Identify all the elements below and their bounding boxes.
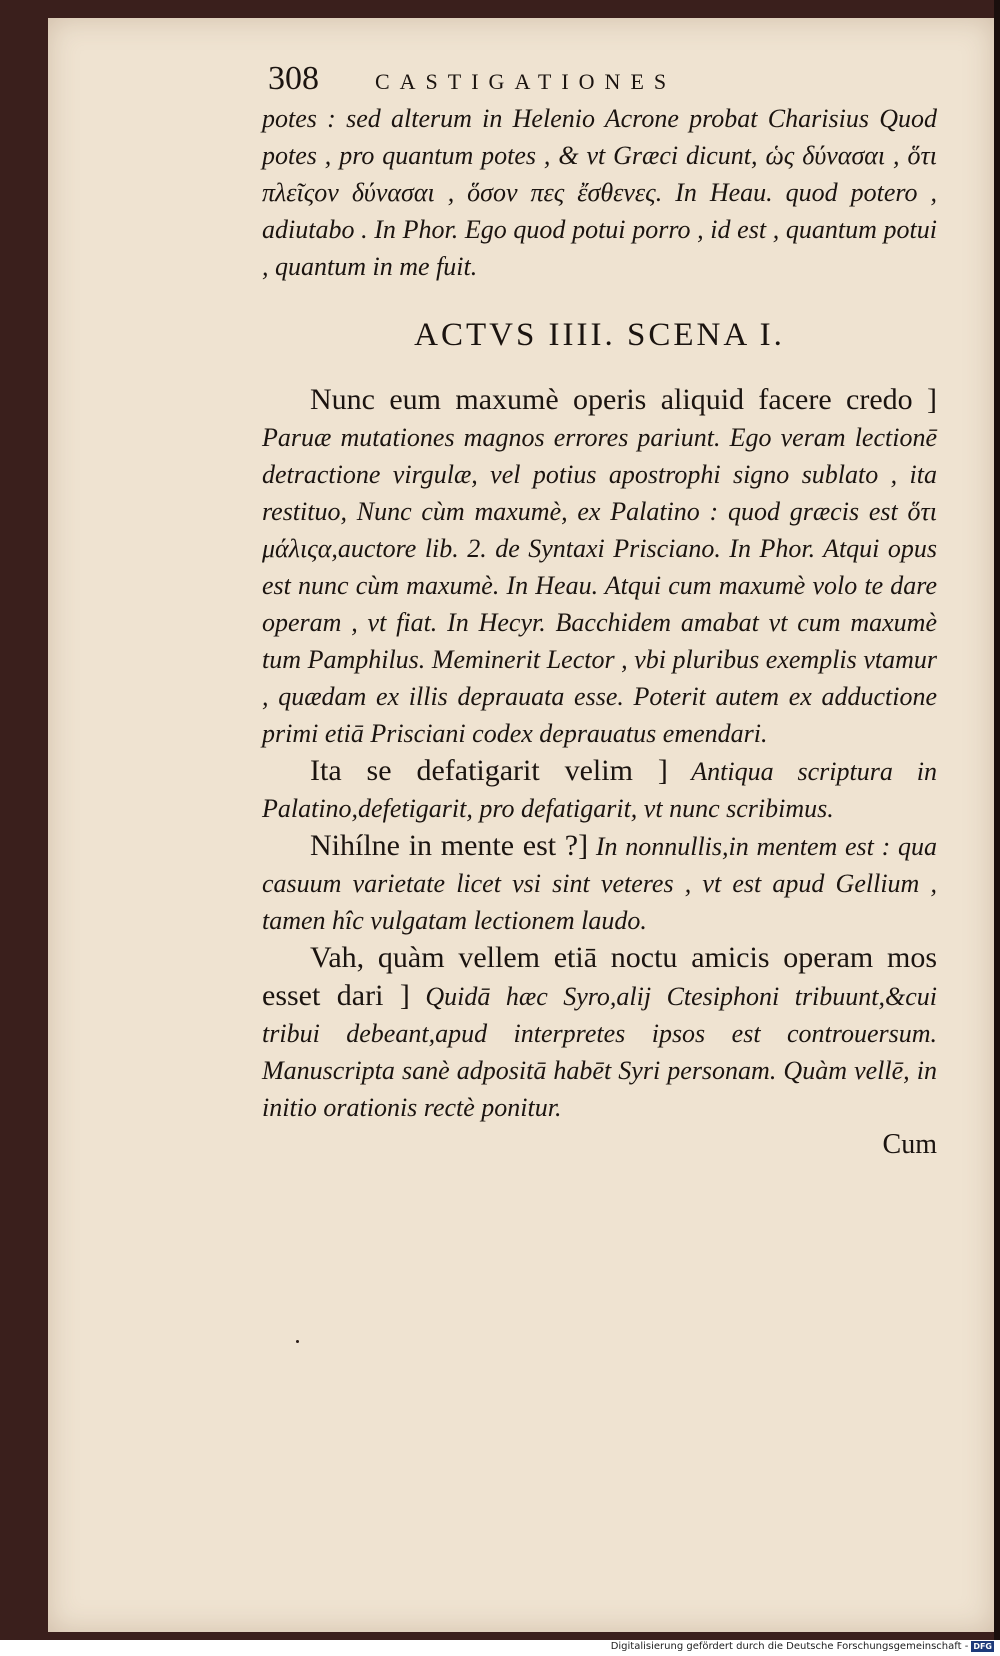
running-head: CASTIGATIONES [375, 69, 677, 94]
entry-1-text: Paruæ mutationes magnos errores pariunt. Ego veram lectionē detractione virgulæ, vel potius apostrophi signo sublato , ita restituo, Nunc cùm maxumè, ex Palatino : quod græcis est ὅτι μάλιςα,auctore lib. 2. de Syntaxi Prisciano. In Phor. Atqui opus est nunc cùm maxumè. In Heau. Atqui cum maxumè volo te dare operam , vt fiat. In Hecyr. Bacchidem amabat vt cum maxumè tum Pamphilus. Meminerit Lector , vbi pluribus exemplis vtamur , quædam ex illis deprauata esse. Poterit autem ex adductione primi etiā Prisciani codex deprauatus emendari. [262, 423, 937, 748]
entry-4 [262, 939, 937, 1126]
intro-line-3: ὡς δύνασαι , ὅτι πλεῖςον δύνασαι , ὅσον πες ἔσθενες. In [262, 141, 937, 207]
intro-line-2: Quod potes , pro quantum potes , & vt Græci dicunt, [262, 104, 938, 170]
catchword: Cum [882, 1129, 937, 1160]
digitization-credit [611, 1641, 994, 1652]
entry-4-text: Quidā hæc Syro,alij Ctesiphoni tribuunt,&cui tribui debeant,apud interpretes ipsos est controuersum. Manuscripta sanè adpositā habēt Syri personam. Quàm vellē, in initio orationis rectè ponitur. [262, 982, 937, 1122]
dfg-logo-icon: DFG [973, 1642, 992, 1651]
entry-3-lemma: Nihílne in mente est ?] [310, 829, 589, 862]
intro-line-1: potes : sed alterum in Helenio Acrone probat Charisius [262, 104, 869, 133]
page-body [262, 100, 937, 1163]
page-header [268, 60, 928, 100]
entry-3-text: In nonnullis,in mentem est : qua casuum varietate licet vsi sint veteres , vt est apud Gellium , tamen hîc vulgatam lectionem laudo. [262, 832, 937, 935]
intro-line-4: Heau. quod potero , adiutabo . In Phor. Ego quod potui [262, 178, 938, 244]
entry-4-lemma: Vah, quàm vellem etiā noctu amicis operam mos esset dari ] [262, 941, 937, 1012]
credit-text: Digitalisierung gefördert durch die Deutsche Forschungsgemeinschaft - [610, 1641, 969, 1652]
entry-1-lemma: Nunc eum maxumè operis aliquid facere credo ] [310, 383, 937, 416]
intro-paragraph [262, 100, 937, 285]
entry-2-text: Antiqua scriptura in Palatino,defetigarit, pro defatigarit, vt nunc scribimus. [262, 757, 937, 823]
scene-heading: ACTVS IIII. SCENA I. [414, 317, 785, 353]
entry-2-lemma: Ita se defatigarit velim ] [310, 754, 668, 787]
entry-1 [262, 381, 937, 752]
entry-3 [262, 827, 937, 939]
ink-speck [296, 1340, 299, 1343]
page-number: 308 [268, 60, 319, 97]
scan-edge [994, 0, 1000, 1640]
intro-line-5: porro , id est , quantum potui , quantum in me fuit. [262, 215, 938, 281]
entry-2 [262, 752, 937, 827]
